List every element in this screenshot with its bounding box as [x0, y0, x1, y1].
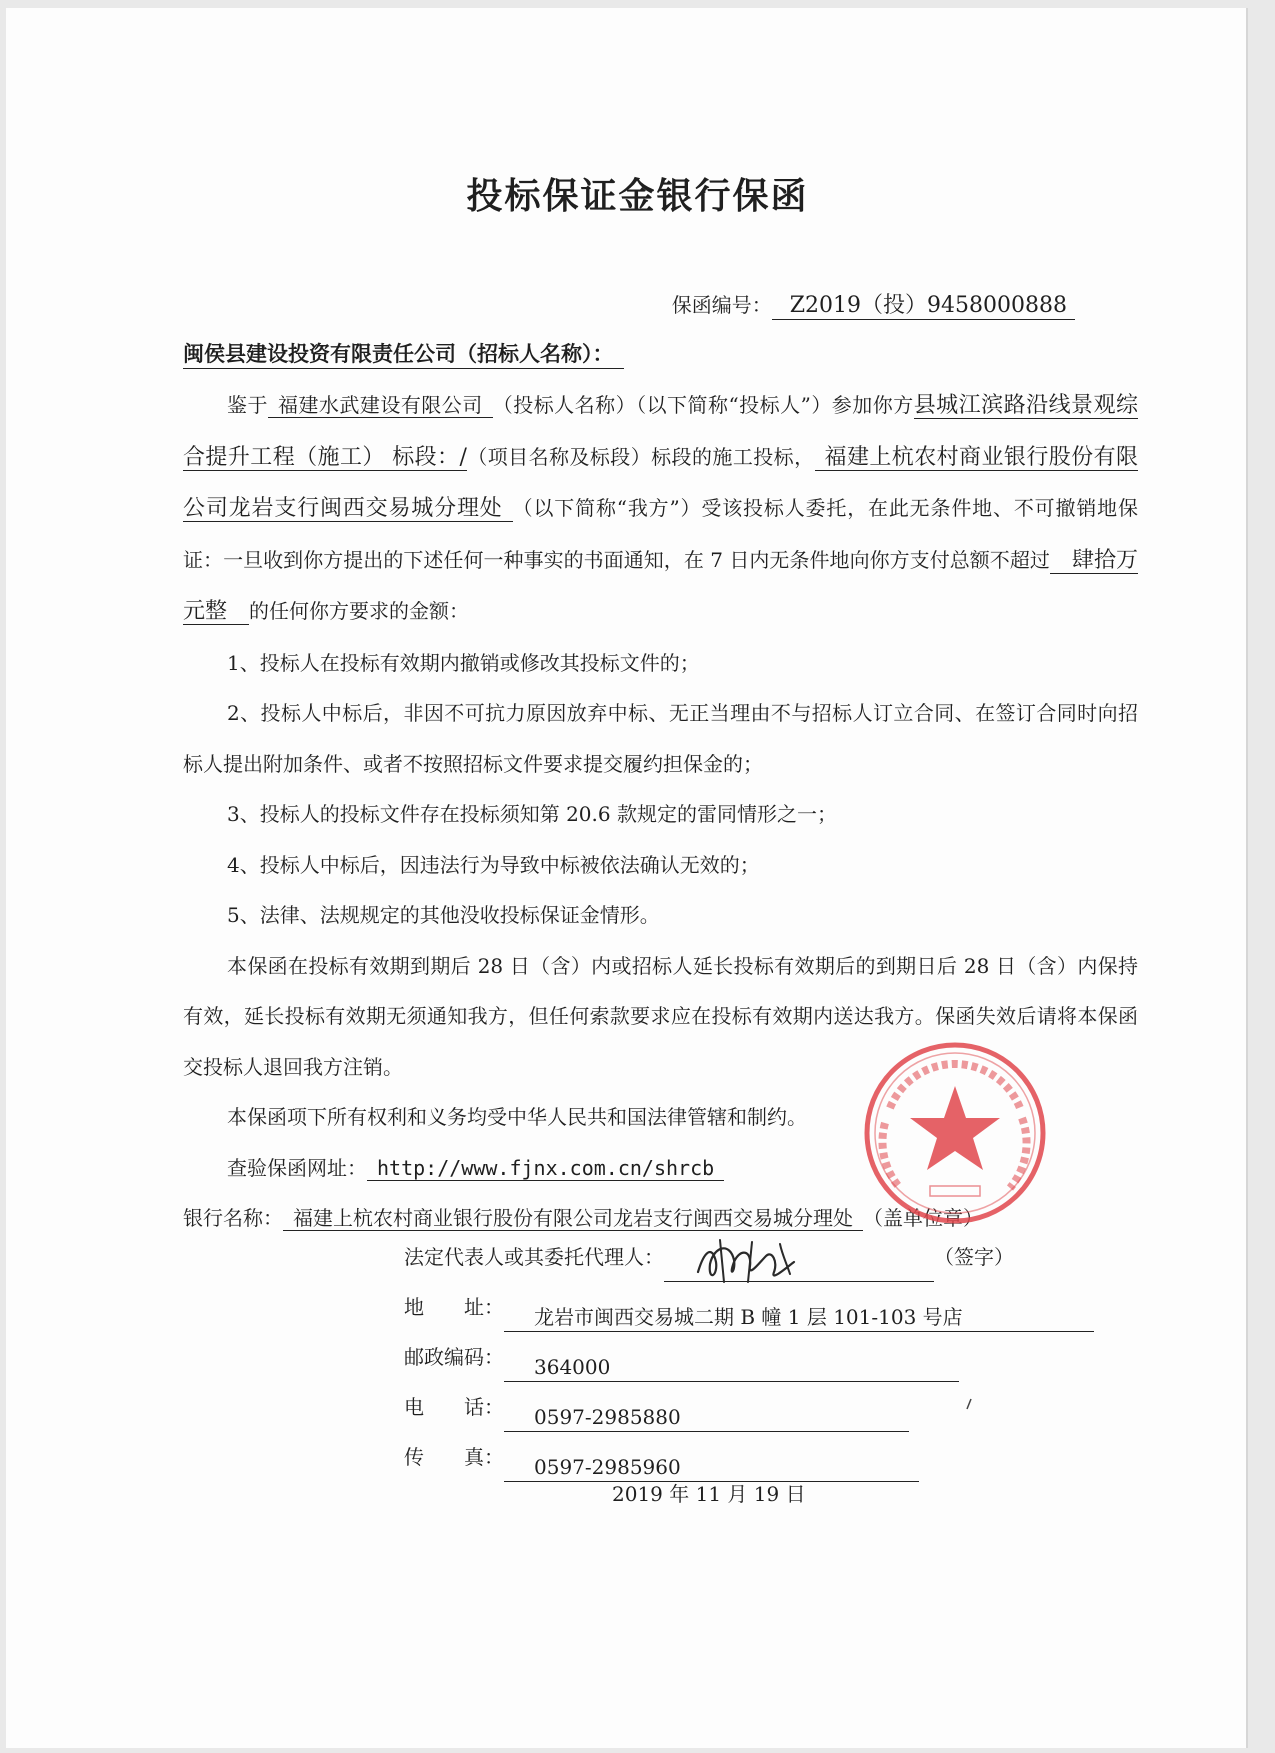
opening-paragraph: [183, 380, 1138, 638]
fax-label: 传 真：: [404, 1445, 504, 1469]
addressee: 闽侯县建设投资有限责任公司（招标人名称）：: [183, 338, 624, 369]
bidder-name: 福建水武建设有限公司: [268, 393, 493, 418]
address-value: 龙岩市闽西交易城二期 B 幢 1 层 101-103 号店: [504, 1303, 1094, 1332]
text-segment: 鉴于: [227, 393, 268, 417]
bank-name: 福建上杭农村商业银行股份有限公司龙岩支行闽西交易城分理处: [283, 1206, 863, 1231]
signature-label: （签字）: [934, 1245, 1014, 1269]
text-segment: 的任何你方要求的金额：: [249, 599, 470, 623]
fax-value: 0597-2985960: [504, 1453, 919, 1482]
verify-url: http://www.fjnx.com.cn/shrcb: [367, 1156, 724, 1181]
guarantee-number: [672, 288, 1075, 320]
document-title: 投标保证金银行保函: [466, 175, 809, 217]
phone-label: 电 话：: [404, 1395, 504, 1419]
condition-item: 1、投标人在投标有效期内撤销或修改其投标文件的；: [227, 650, 700, 675]
fax-row: [404, 1432, 1094, 1482]
guarantee-number-label: 保函编号：: [671, 293, 772, 317]
condition-item: 5、法律、法规规定的其他没收投标保证金情形。: [227, 903, 660, 927]
representative-label: 法定代表人或其委托代理人：: [404, 1245, 664, 1269]
postcode-row: [404, 1332, 1094, 1382]
address-row: [404, 1282, 1094, 1332]
pen-mark-icon: [964, 1398, 974, 1410]
address-label: 地 址：: [404, 1295, 504, 1319]
condition-item: 2、投标人中标后，非因不可抗力原因放弃中标、无正当理由不与招标人订立合同、在签订合同时向招标人提出附加条件、或者不按照招标文件要求提交履约担保金的；: [183, 701, 1138, 776]
condition-item: 3、投标人的投标文件存在投标须知第 20.6 款规定的雷同情形之一；: [227, 802, 837, 826]
condition-item: 4、投标人中标后，因违法行为导致中标被依法确认无效的；: [227, 852, 760, 877]
phone-row: [404, 1382, 1094, 1432]
text-segment: （以下简称“我方”）受该投标人委托，在此无条件地、不可撤销地保证：一旦收到你方提出的下述任何一种事实的书面通知，在 7 日内无条件地向你方支付总额不超过: [183, 496, 1138, 572]
postcode-value: 364000: [504, 1353, 959, 1382]
issue-date: 2019 年 11 月 19 日: [612, 1482, 806, 1506]
validity-paragraph: 本保函在投标有效期到期后 28 日（含）内或招标人延长投标有效期后的到期日后 28 日（含）内保持有效，延长投标有效期无须通知我方，但任何索款要求应在投标有效期内送达我方。保函失效后请将本保函交投标人退回我方注销。: [183, 953, 1138, 1079]
bank-seal-label: （盖单位章）: [863, 1206, 983, 1230]
bank-seal-stamp-icon: [860, 1038, 1050, 1228]
jurisdiction-paragraph: 本保函项下所有权利和义务均受中华人民共和国法律管辖和制约。: [227, 1105, 807, 1129]
bank-name-label: 银行名称：: [183, 1206, 283, 1230]
project-name: 县城江滨路沿线景观综合提升工程（施工） 标段：/: [183, 393, 1139, 470]
postcode-label: 邮政编码：: [404, 1345, 504, 1369]
verify-label: 查验保函网址：: [227, 1155, 367, 1180]
guarantee-number-value: Z2019（投）9458000888: [772, 288, 1075, 320]
phone-value: 0597-2985880: [504, 1403, 909, 1432]
guarantor-bank: 福建上杭农村商业银行股份有限公司龙岩支行闽西交易城分理处: [183, 444, 1139, 521]
text-segment: （投标人名称）（以下简称“投标人”）参加你方: [492, 393, 914, 417]
guarantee-amount: 肆拾万元整: [183, 547, 1138, 624]
handwritten-signature-icon: [690, 1232, 810, 1288]
text-segment: （项目名称及标段）标段的施工投标，: [466, 444, 815, 469]
